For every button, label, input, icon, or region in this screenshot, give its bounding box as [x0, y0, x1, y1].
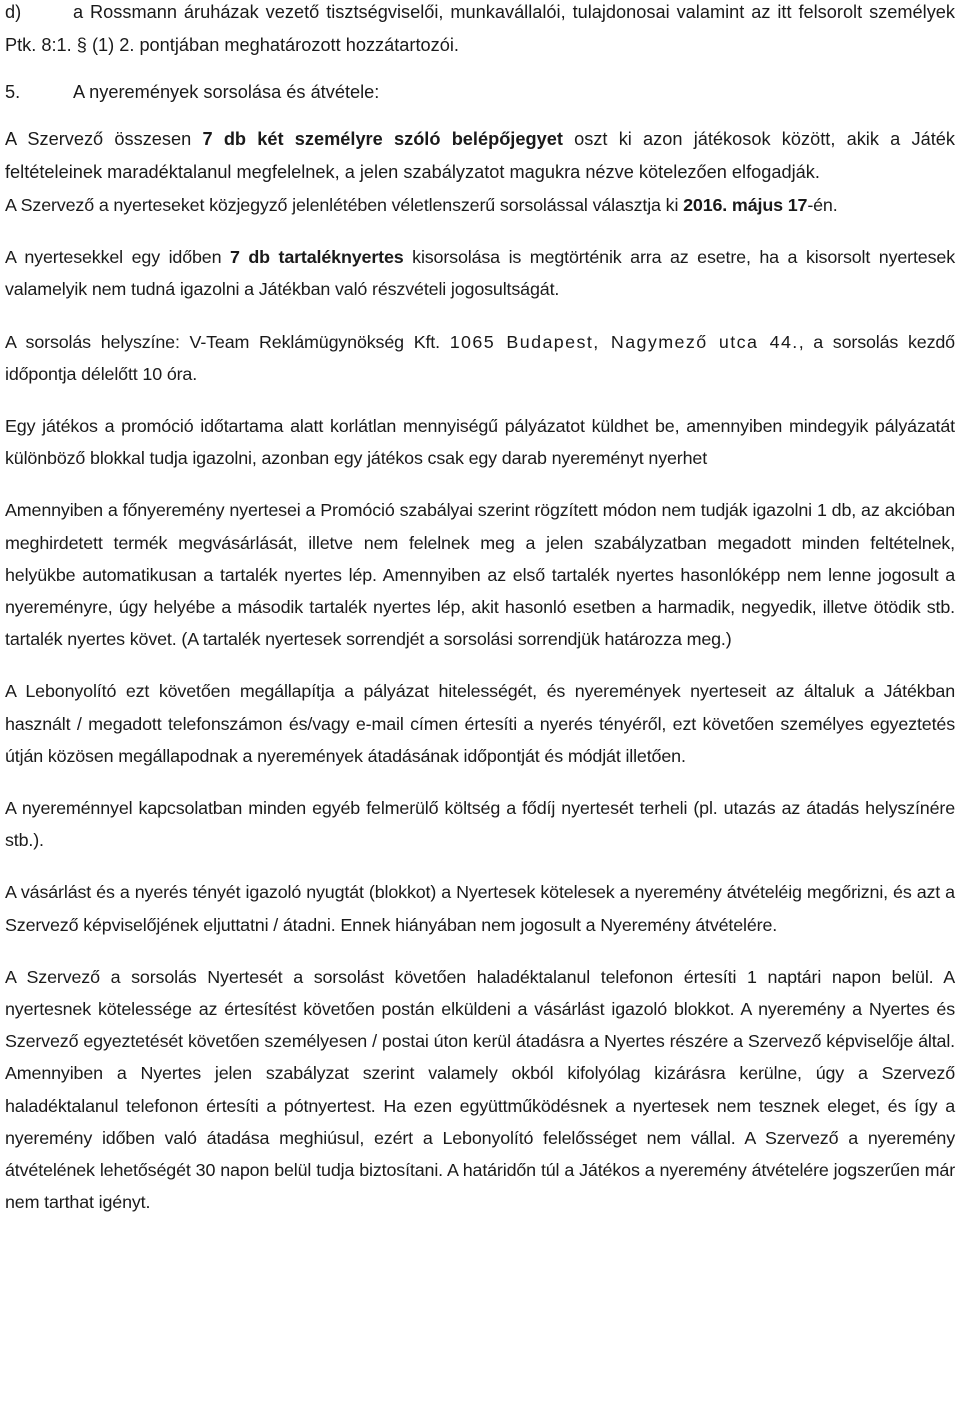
paragraph-draw-location: [5, 326, 955, 390]
paragraph-bold: 2016. május 17: [683, 195, 808, 215]
paragraph-text: , a sorsolás kezdő időpontja délelőtt 10 óra.: [5, 331, 955, 384]
paragraph-notification: A Szervező a sorsolás Nyertesét a sorsolást követően haladéktalanul telefonon értesíti 1 naptári napon belül. A nyertesnek kötelessége az értesítést követően postán elküldeni a vásárlást igazoló blokkot. A nyeremény a Nyertes és Szervező egyeztetését követően személyesen / postai úton kerül átadásra a Nyertes részére a Szervező képviselője által. Amennyiben a Nyertes jelen szabályzat szerint valamely okból kifolyólag kizárásra kerülne, úgy a Szervező haladéktalanul telefonon értesíti a pótnyertest. Ha ezen együttműködésnek a nyertesek nem tesznek eleget, és így a nyeremény időben való átadása meghiúsul, ezért a Lebonyolító felelősséget nem vállal. A Szervező a nyeremény átvételének lehetőségét 30 napon belül tudja biztosítani. A határidőn túl a Játékos a nyeremény átvételére jogszerűen már nem tarthat igényt.: [5, 966, 955, 1213]
paragraph-bold: 7 db tartaléknyertes: [229, 247, 404, 268]
address-text: 1065 Budapest, Nagymező utca 44.: [449, 331, 799, 352]
list-item-d: [5, 0, 955, 62]
paragraph-reserve-rules: Amennyiben a főnyeremény nyertesei a Promóció szabályai szerint rögzített módon nem tudják igazolni 1 db, az akcióban meghirdetett termék megvásárlását, illetve nem felelnek meg a jelen szabályzatban megadott minden feltételnek, helyükbe automatikusan a tartalék nyertes lép. Amennyiben az első tartalék nyertes hasonlóképp nem lenne jogosult a nyereményre, úgy helyébe a második tartalék nyertes lép, akit hasonló esetben a harmadik, negyedik, illetve ötödik stb. tartalék nyertes követ. (A tartalék nyertesek sorrendjét a sorsolási sorrendjük határozza meg.): [5, 500, 955, 650]
paragraph-text: A nyertesekkel egy időben: [5, 247, 230, 268]
paragraph-tickets: [5, 123, 955, 189]
paragraph-text: oszt ki azon játékosok között, akik a Játék feltételeinek maradéktalanul megfelelnek, a jelen szabályzatot magukra nézve kötelezően elfogadják.: [5, 129, 955, 182]
list-item-text: a Rossmann áruházak vezető tisztségviselői, munkavállalói, tulajdonosai valamint az itt felsorolt személyek Ptk. 8:1. § (1) 2. pontjában meghatározott hozzátartozói.: [5, 2, 955, 55]
section-number: 5.: [5, 82, 21, 102]
paragraph-unlimited-entries: Egy játékos a promóció időtartama alatt korlátlan mennyiségű pályázatot küldhet be, amennyiben mindegyik pályázatát különböző blokkal tudja igazolni, azonban egy játékos csak egy darab nyereményt nyerhet: [5, 416, 955, 469]
paragraph-draw-date: [5, 189, 955, 221]
paragraph-verification: A Lebonyolító ezt követően megállapítja a pályázat hitelességét, és nyeremények nyerteseit az általuk a Játékban használt / megadott telefonszámon és/vagy e-mail címen értesíti a nyerés tényéről, ezt követően személyes egyeztetés útján közösen megállapodnak a nyeremények átadásának időpontját és módját illetően.: [5, 681, 955, 766]
list-item-label: d): [5, 2, 22, 22]
section-heading: [5, 76, 955, 109]
paragraph-text: kisorsolása is megtörténik arra az esetre, ha a kisorsolt nyertesek valamelyik nem tudná igazolni a Játékban való részvételi jogosultságát.: [5, 247, 955, 300]
paragraph-costs: A nyereménnyel kapcsolatban minden egyéb felmerülő költség a fődíj nyertesét terheli (pl. utazás az átadás helyszínére stb.).: [5, 798, 955, 851]
paragraph-text: -én.: [807, 195, 838, 215]
paragraph-text: A Szervező összesen: [5, 129, 203, 149]
paragraph-bold: 7 db két személyre szóló belépőjegyet: [202, 129, 563, 149]
paragraph-text: A Szervező a nyerteseket közjegyző jelenlétében véletlenszerű sorsolással választja ki: [5, 195, 684, 215]
paragraph-receipt: A vásárlást és a nyerés tényét igazoló nyugtát (blokkot) a Nyertesek kötelesek a nyeremény átvételéig megőrizni, és azt a Szervező képviselőjének eljuttatni / átadni. Ennek hiányában nem jogosult a Nyeremény átvételére.: [5, 882, 955, 935]
paragraph-reserve-winners: [5, 241, 955, 305]
section-title: A nyeremények sorsolása és átvétele:: [73, 82, 380, 102]
document-page: [5, 0, 955, 1218]
paragraph-text: A sorsolás helyszíne: V-Team Reklámügynökség Kft.: [5, 331, 450, 352]
